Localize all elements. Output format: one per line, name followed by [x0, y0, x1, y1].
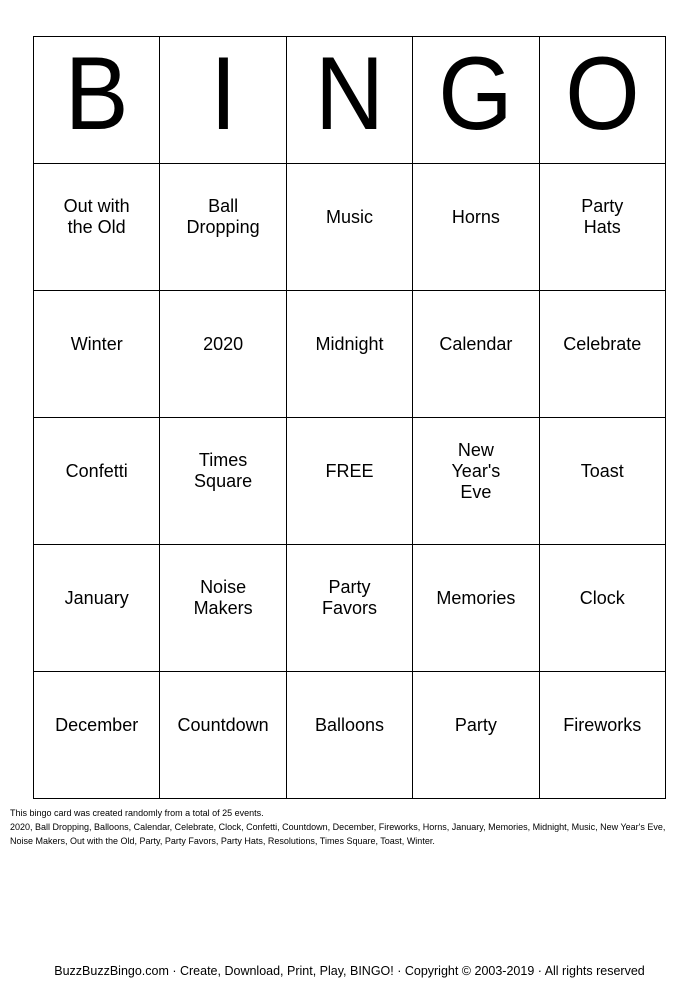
- free-square: FREE: [286, 418, 412, 545]
- bingo-row: [34, 291, 666, 418]
- bingo-square: Times Square: [160, 418, 286, 545]
- site-footer: BuzzBuzzBingo.com · Create, Download, Print, Play, BINGO! · Copyright © 2003-2019 · All rights reserved: [54, 964, 645, 978]
- header-letter-n: N: [286, 37, 412, 164]
- bingo-row: [34, 672, 666, 799]
- bingo-square: January: [34, 545, 160, 672]
- bingo-square: Midnight: [286, 291, 412, 418]
- bingo-square: Horns: [413, 164, 539, 291]
- bingo-square: Music: [286, 164, 412, 291]
- events-list: 2020, Ball Dropping, Balloons, Calendar, Celebrate, Clock, Confetti, Countdown, December, Fireworks, Horns, January, Memories, Midnight, Music, New Year's Eve, Noise Makers, Out with the Old, Party, Party Favors, Party Hats, Resolutions, Times Square, Toast, Winter.: [10, 822, 666, 846]
- bingo-square: Winter: [34, 291, 160, 418]
- bingo-square: December: [34, 672, 160, 799]
- header-letter-b: B: [34, 37, 160, 164]
- header-letter-i: I: [160, 37, 286, 164]
- bingo-square: Party: [413, 672, 539, 799]
- bingo-header-row: [34, 37, 666, 164]
- bingo-square: Clock: [539, 545, 665, 672]
- bingo-square: Calendar: [413, 291, 539, 418]
- bingo-square: Ball Dropping: [160, 164, 286, 291]
- bingo-card: [33, 36, 666, 799]
- bingo-row: [34, 164, 666, 291]
- bingo-square: New Year's Eve: [413, 418, 539, 545]
- bingo-square: 2020: [160, 291, 286, 418]
- bingo-square: Confetti: [34, 418, 160, 545]
- header-letter-o: O: [539, 37, 665, 164]
- bingo-square: Fireworks: [539, 672, 665, 799]
- bingo-square: Celebrate: [539, 291, 665, 418]
- bingo-square: Party Hats: [539, 164, 665, 291]
- events-summary: This bingo card was created randomly from a total of 25 events.: [10, 808, 264, 818]
- header-letter-g: G: [413, 37, 539, 164]
- bingo-square: Noise Makers: [160, 545, 286, 672]
- card-footnote: [10, 806, 680, 848]
- bingo-square: Out with the Old: [34, 164, 160, 291]
- bingo-square: Balloons: [286, 672, 412, 799]
- bingo-square: Party Favors: [286, 545, 412, 672]
- bingo-square: Countdown: [160, 672, 286, 799]
- bingo-square: Toast: [539, 418, 665, 545]
- bingo-square: Memories: [413, 545, 539, 672]
- bingo-row: [34, 418, 666, 545]
- bingo-row: [34, 545, 666, 672]
